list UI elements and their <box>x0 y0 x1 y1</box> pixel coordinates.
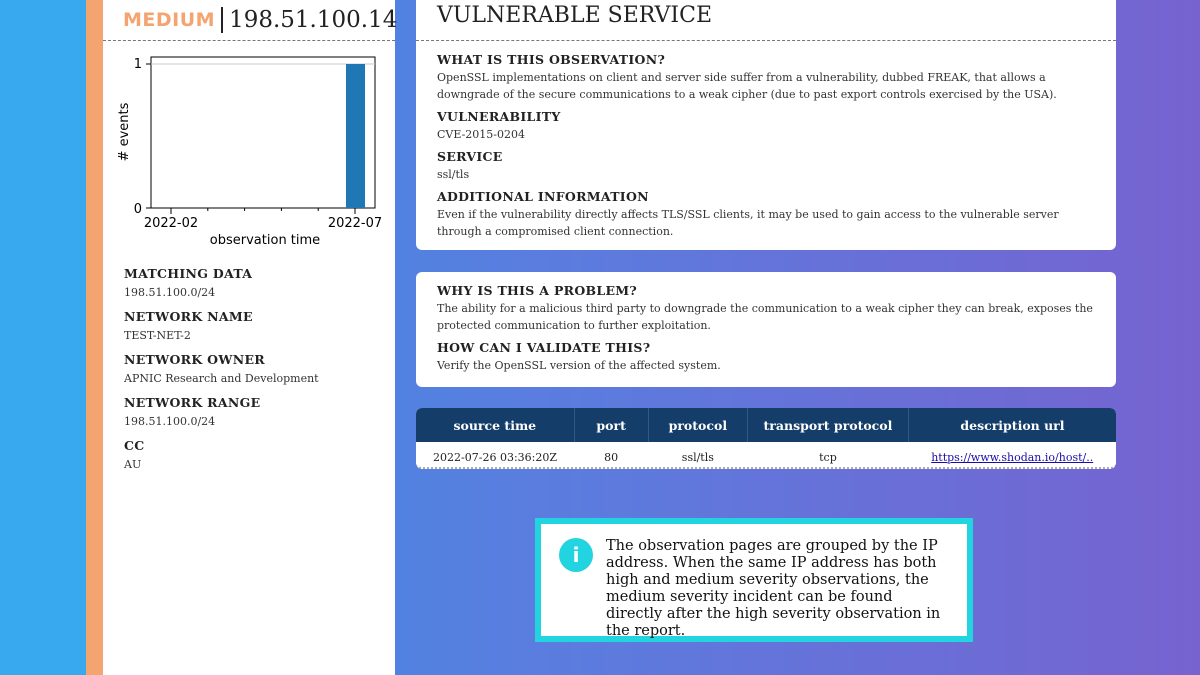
ip-address: 198.51.100.14 <box>229 7 398 33</box>
meta-label: NETWORK OWNER <box>124 352 265 367</box>
column-header[interactable]: description url <box>908 408 1116 442</box>
meta-label: CC <box>124 438 145 453</box>
section-text: ssl/tls <box>437 168 470 181</box>
column-header[interactable]: transport protocol <box>748 408 909 442</box>
observation-card <box>416 0 1116 250</box>
meta-value: TEST-NET-2 <box>124 329 191 342</box>
chart-bar <box>346 64 365 208</box>
table-row <box>416 442 1116 469</box>
sidebar-header <box>103 0 398 41</box>
section-label: WHY IS THIS A PROBLEM? <box>437 283 638 298</box>
info-callout <box>535 518 973 642</box>
x-tick-label-start: 2022-02 <box>143 216 199 231</box>
info-icon: i <box>559 538 593 572</box>
meta-label: NETWORK RANGE <box>124 395 261 410</box>
y-axis-label: # events <box>117 102 132 162</box>
table-cell: 80 <box>604 450 619 464</box>
y-tick-label-1: 1 <box>133 57 142 72</box>
events-chart-svg <box>113 48 395 253</box>
problem-details <box>416 283 1116 374</box>
meta-value: APNIC Research and Development <box>124 372 319 385</box>
meta-label: MATCHING DATA <box>124 266 253 281</box>
table-header-row <box>416 408 1116 442</box>
meta-value: 198.51.100.0/24 <box>124 286 216 299</box>
info-text: The observation pages are grouped by the IP address. When the same IP address has both high and medium severity observations, the medium severity incident can be found directly after the high severity observation in the report. <box>606 538 941 639</box>
x-tick-label-end: 2022-07 <box>327 216 383 231</box>
section-text: Even if the vulnerability directly affects TLS/SSL clients, it may be used to gain access to the vulnerable server through a compromised client connection. <box>437 208 1059 238</box>
meta-value: 198.51.100.0/24 <box>124 415 216 428</box>
description-url-link[interactable]: https://www.shodan.io/host/.. <box>931 450 1094 464</box>
severity-strip <box>86 0 103 675</box>
x-axis-label: observation time <box>209 233 321 248</box>
x-minor-ticks <box>171 208 355 214</box>
column-header[interactable]: port <box>574 408 648 442</box>
table-cell: 2022-07-26 03:36:20Z <box>433 450 558 464</box>
meta-label: NETWORK NAME <box>124 309 253 324</box>
problem-card <box>416 272 1116 387</box>
section-text: CVE-2015-0204 <box>437 128 526 141</box>
plot-frame <box>151 57 375 208</box>
section-label: VULNERABILITY <box>437 109 561 124</box>
section-label: SERVICE <box>437 149 503 164</box>
severity-label: MEDIUM <box>123 7 223 33</box>
section-label: ADDITIONAL INFORMATION <box>437 189 649 204</box>
column-header[interactable]: protocol <box>648 408 747 442</box>
left-background <box>0 0 86 675</box>
section-label: HOW CAN I VALIDATE THIS? <box>437 340 651 355</box>
table-cell <box>908 442 1116 469</box>
events-chart <box>113 48 395 253</box>
observations-table <box>416 408 1116 469</box>
observations-table-card <box>416 408 1116 469</box>
section-text: OpenSSL implementations on client and server side suffer from a vulnerability, dubbed FREAK, that allows a downgrade of the secure communications to a weak cipher (due to past export controls exercised by the USA). <box>437 71 1057 101</box>
y-tick-label-0: 0 <box>133 202 142 217</box>
column-header[interactable]: source time <box>416 408 574 442</box>
sidebar <box>103 0 398 675</box>
network-metadata <box>124 266 384 471</box>
table-cell: tcp <box>819 450 837 464</box>
page-title: VULNERABLE SERVICE <box>416 0 1116 41</box>
section-text: The ability for a malicious third party to downgrade the communication to a weak cipher they can break, exposes the protected communication to further exploitation. <box>437 302 1093 332</box>
section-label: WHAT IS THIS OBSERVATION? <box>437 52 666 67</box>
table-cell: ssl/tls <box>681 450 714 464</box>
observation-details <box>416 41 1116 240</box>
meta-value: AU <box>124 458 142 471</box>
table-body <box>416 442 1116 469</box>
section-text: Verify the OpenSSL version of the affected system. <box>437 359 721 372</box>
